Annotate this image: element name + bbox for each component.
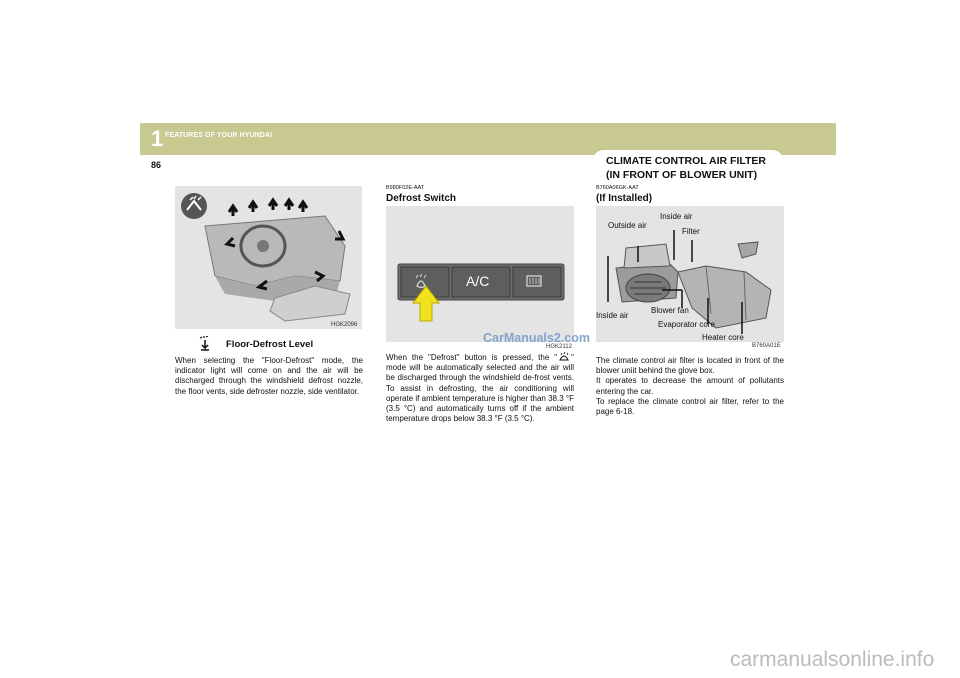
floor-defrost-icon — [198, 336, 212, 352]
floor-defrost-body: When selecting the "Floor-Defrost" mode, the indicator light will come on and the air will be discharged through the windshield defrost nozzle, the floor vents, side defroster nozzle, side ventilator. — [175, 356, 363, 396]
label-blower-fan: Blower fan — [651, 306, 689, 315]
chapter-title: FEATURES OF YOUR HYUNDAI — [165, 132, 273, 139]
defrost-switch-body: When the "Defrost" button is pressed, the " " mode will be automatically selected and the air will be discharged through the windshield de-frost vents. To assist in defrosting, the air conditioning will operate if ambient temperature is higher than 38.3 °F (3.5 °C) and automatically turns off if the ambient temperature drops below 38.3 °F (3.5 °C). — [386, 353, 574, 424]
figure-watermark: CarManuals2.com — [483, 331, 590, 345]
section-title-line2: (IN FRONT OF BLOWER UNIT) — [606, 169, 758, 181]
page-number: 86 — [151, 160, 162, 170]
ref-code-col3: B760A06GK-AAT — [596, 185, 639, 191]
ac-button-label: A/C — [466, 273, 490, 289]
air-filter-figure — [596, 206, 784, 342]
site-watermark: carmanualsonline.info — [730, 648, 935, 671]
section-title-line1: CLIMATE CONTROL AIR FILTER — [606, 155, 767, 167]
label-heater-core: Heater core — [702, 333, 744, 342]
label-evaporator-core: Evaporator core — [658, 320, 715, 329]
figure-code-col1: HGK2096 — [331, 322, 358, 328]
chapter-number: 1 — [151, 126, 164, 151]
defrost-switch-figure — [386, 206, 574, 342]
mode-badge — [181, 193, 207, 219]
ref-code-col2: B980F02E-AAT — [386, 185, 425, 191]
if-installed-heading: (If Installed) — [596, 193, 653, 204]
floor-defrost-subheading: Floor-Defrost Level — [226, 339, 314, 350]
figure-code-col2: HGK2112 — [546, 344, 572, 350]
label-filter: Filter — [682, 227, 700, 236]
label-outside-air: Outside air — [608, 221, 647, 230]
defrost-mode-icon — [557, 352, 571, 361]
section-title — [606, 154, 766, 182]
label-inside-air-left: Inside air — [596, 311, 629, 320]
rear-defrost-button — [513, 267, 561, 297]
label-inside-air-top: Inside air — [660, 212, 693, 221]
figure-code-col3: B760A01E — [752, 343, 781, 349]
dashboard-airflow-figure — [175, 186, 362, 329]
dashboard-illustration — [175, 186, 362, 329]
defrost-switch-heading: Defrost Switch — [386, 193, 457, 204]
air-filter-body: The climate control air filter is located in front of the blower uniit behind the glove box. It operates to decrease the amount of pollutants entering the car. To replace the climate control air filter, refer to the page 6-18. — [596, 356, 784, 417]
